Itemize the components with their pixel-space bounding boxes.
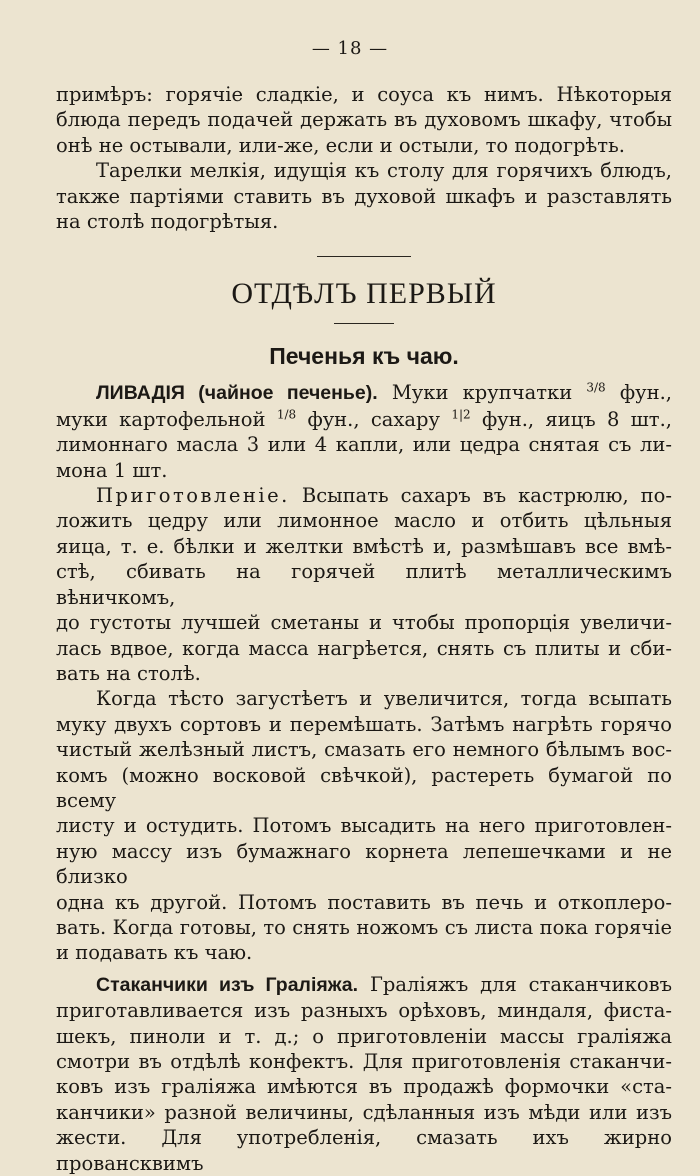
recipe-text-line: Стаканчики изъ Граліяжа. Граліяжъ для стаканчиковъ — [96, 972, 672, 996]
recipe-text-line: ковъ изъ граліяжа имѣются въ продажѣ формочки «ста- — [56, 1075, 672, 1099]
recipe-ingredients-line: муки картофельной $^{1/8}$ фун., сахару $^{1|2}$ фун., яицъ 8 шт., — [56, 407, 672, 431]
intro-line: примѣръ: горячіе сладкіе, и соуса къ нимъ. Нѣкоторыя — [56, 83, 672, 106]
recipe-text-line: комъ (можно восковой свѣчкой), растереть бумагой по всему — [56, 763, 672, 812]
recipe-text-line: Когда тѣсто загустѣетъ и увеличится, тогда всыпать — [96, 687, 672, 711]
recipe-prep-line: ложить цедру или лимонное масло и отбить цѣльныя — [56, 509, 672, 533]
recipe-text-line: смотри въ отдѣлѣ конфектъ. Для приготовленія стаканчи- — [56, 1050, 672, 1073]
divider-rule — [334, 323, 394, 324]
recipe-ingredients-line: ЛИВАДІЯ (чайное печенье). Муки крупчатки $^{3/8}$ фун., — [96, 380, 672, 405]
recipe-prep-line: яица, т. е. бѣлки и желтки вмѣстѣ и, размѣшавъ все вмѣ- — [56, 534, 672, 558]
recipe-text-line: приготавливается изъ разныхъ орѣховъ, миндаля, фиста- — [56, 999, 672, 1023]
recipe-prep-line: вать на столѣ. — [56, 661, 201, 685]
recipe-prep-line: Приготовленіе. Всыпать сахаръ въ кастрюлю, по- — [96, 484, 672, 508]
divider-rule — [317, 256, 411, 257]
section-title: ОТДѢЛЪ ПЕРВЫЙ — [231, 277, 497, 311]
recipe-text-line: листу и остудить. Потомъ высадить на него приготовлен- — [56, 814, 672, 838]
page-body — [56, 82, 672, 1176]
recipe-text-line: жести. Для употребленія, смазать ихъ жирно провансквимъ — [56, 1126, 672, 1175]
intro-line: на столѣ подогрѣтыя. — [56, 210, 279, 234]
prep-label: Приготовленіе. — [96, 484, 290, 508]
recipe-text-line: канчики» разной величины, сдѣланныя изъ мѣди или изъ — [56, 1100, 672, 1124]
intro-line: также партіями ставить въ духовой шкафъ и разставлять — [56, 184, 672, 208]
recipe-text-line: и подавать къ чаю. — [56, 941, 253, 965]
recipe-title: ЛИВАДІЯ (чайное печенье). — [96, 382, 378, 405]
recipe-prep-line: лась вдвое, когда масса нагрѣется, снять съ плиты и сби- — [56, 636, 672, 660]
recipe-text-line: муку двухъ сортовъ и перемѣшать. Затѣмъ нагрѣть горячо — [56, 712, 672, 736]
recipe-ingredients-line: мона 1 шт. — [56, 458, 168, 482]
recipe-prep-line: стѣ, сбивать на горячей плитѣ металлическимъ вѣничкомъ, — [56, 560, 672, 609]
recipe-prep-line: до густоты лучшей сметаны и чтобы пропорція увеличи- — [56, 611, 672, 635]
recipe-text-line: чистый желѣзный листъ, смазать его немного бѣлымъ вос- — [56, 738, 672, 762]
recipe-text-line: шекъ, пиноли и т. д.; о приготовленіи массы граліяжа — [56, 1024, 672, 1048]
intro-line: Тарелки мелкія, идущія къ столу для горячихъ блюдъ, — [96, 159, 672, 183]
intro-line: онѣ не остывали, или-же, если и остыли, то подогрѣть. — [56, 133, 625, 157]
intro-line: блюда передъ подачей держать въ духовомъ шкафу, чтобы — [56, 108, 672, 132]
recipe-title: Стаканчики изъ Граліяжа. — [96, 973, 359, 996]
recipe-text-line: вать. Когда готовы, то снять ножомъ съ листа пока горячіе — [56, 915, 672, 939]
recipe-text-line: одна къ другой. Потомъ поставить въ печь и откоплеро- — [56, 890, 672, 914]
page-number: — 18 — — [311, 38, 389, 59]
recipe-text-line: ную массу изъ бумажнаго корнета лепешечками и не близко — [56, 839, 672, 889]
recipe-ingredients-line: лимоннаго масла 3 или 4 капли, или цедра снятая съ ли- — [56, 433, 672, 457]
subsection-title: Печенья къ чаю. — [269, 343, 459, 370]
